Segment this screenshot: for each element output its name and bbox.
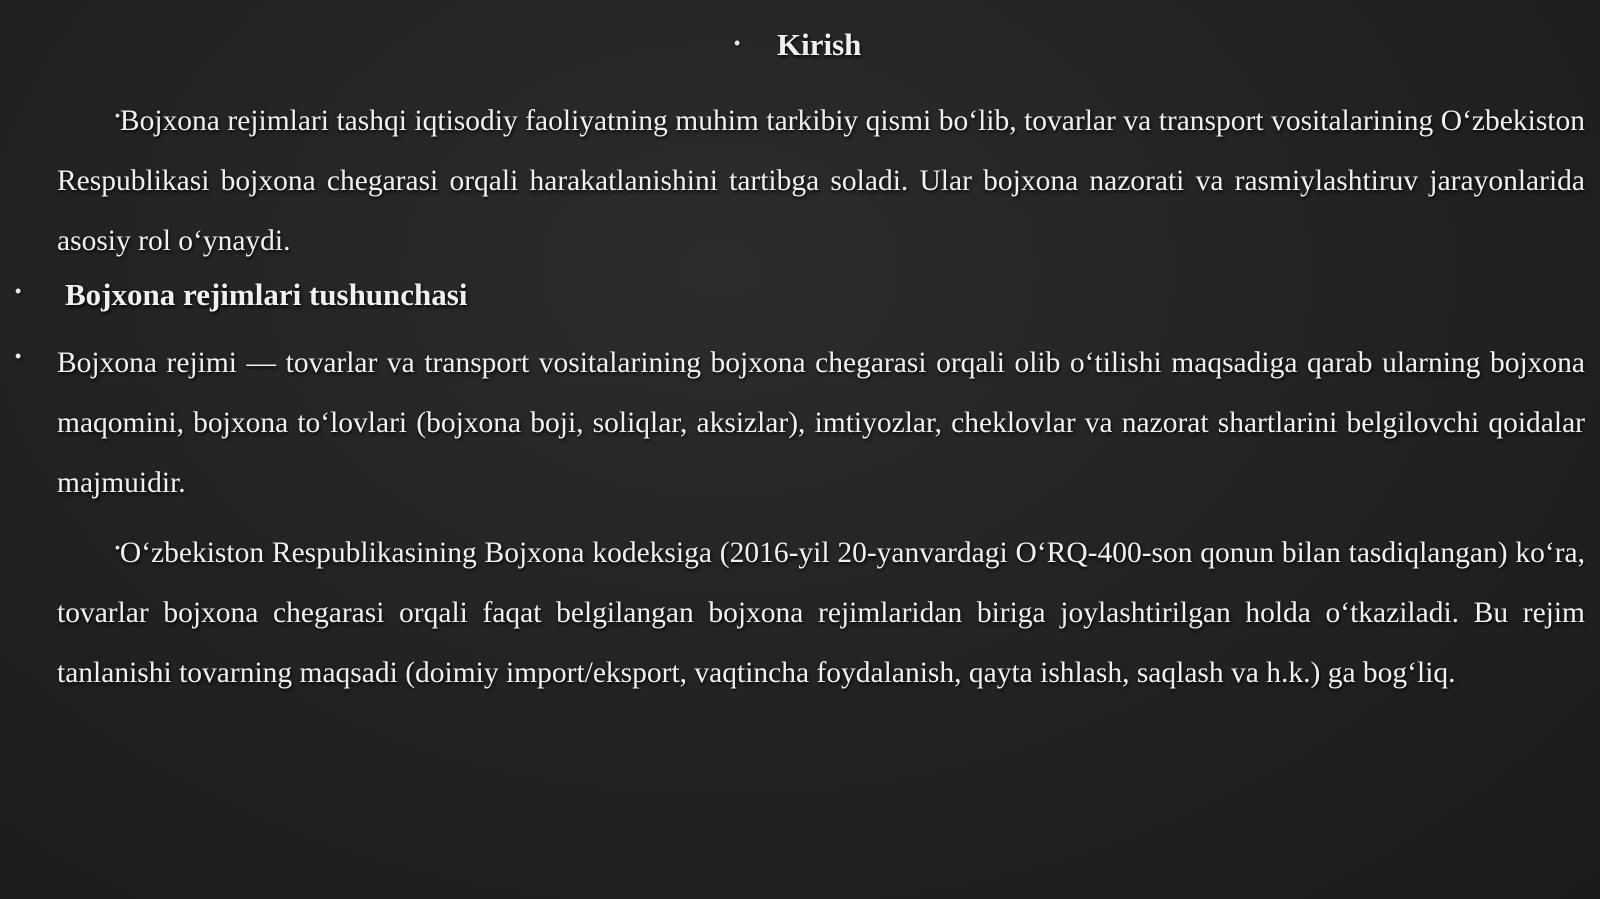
bullet-icon: • bbox=[15, 281, 22, 301]
bullet-icon: • bbox=[115, 107, 120, 123]
heading-concept: Bojxona rejimlari tushunchasi bbox=[65, 277, 468, 312]
bullet-icon: • bbox=[734, 33, 741, 53]
code-paragraph bbox=[57, 517, 1585, 703]
intro-paragraph bbox=[57, 85, 1585, 271]
bullet-icon: • bbox=[115, 539, 120, 555]
intro-paragraph-text: Bojxona rejimlari tashqi iqtisodiy faoliyatning muhim tarkibiy qismi bo‘lib, tovarlar va transport vositalarining O‘zbekiston Respublikasi bojxona chegarasi orqali harakatlanishini tartibga soladi. Ular bojxona nazorati va rasmiylashtiruv jarayonlarida asosiy rol o‘ynaydi. bbox=[57, 105, 1585, 257]
bullet-icon: • bbox=[15, 346, 22, 366]
code-paragraph-text: O‘zbekiston Respublikasining Bojxona kodeksiga (2016-yil 20-yanvardagi O‘RQ-400-son qonun bilan tasdiqlangan) ko‘ra, tovarlar bojxona chegarasi orqali faqat belgilangan bojxona rejimlaridan biriga joylashtirilgan holda o‘tkaziladi. Bu rejim tanlanishi tovarning maqsadi (doimiy import/eksport, vaqtincha foydalanish, qayta ishlash, saqlash va h.k.) ga bog‘liq. bbox=[57, 537, 1585, 689]
definition-paragraph: Bojxona rejimi — tovarlar va transport vositalarining bojxona chegarasi orqali olib o‘tilishi maqsadiga qarab ularning bojxona maqomini, bojxona to‘lovlari (bojxona boji, soliqlar, aksizlar), imtiyozlar, cheklovlar va nazorat shartlarini belgilovchi qoidalar majmuidir. bbox=[57, 347, 1585, 499]
heading-intro: Kirish bbox=[777, 27, 862, 62]
